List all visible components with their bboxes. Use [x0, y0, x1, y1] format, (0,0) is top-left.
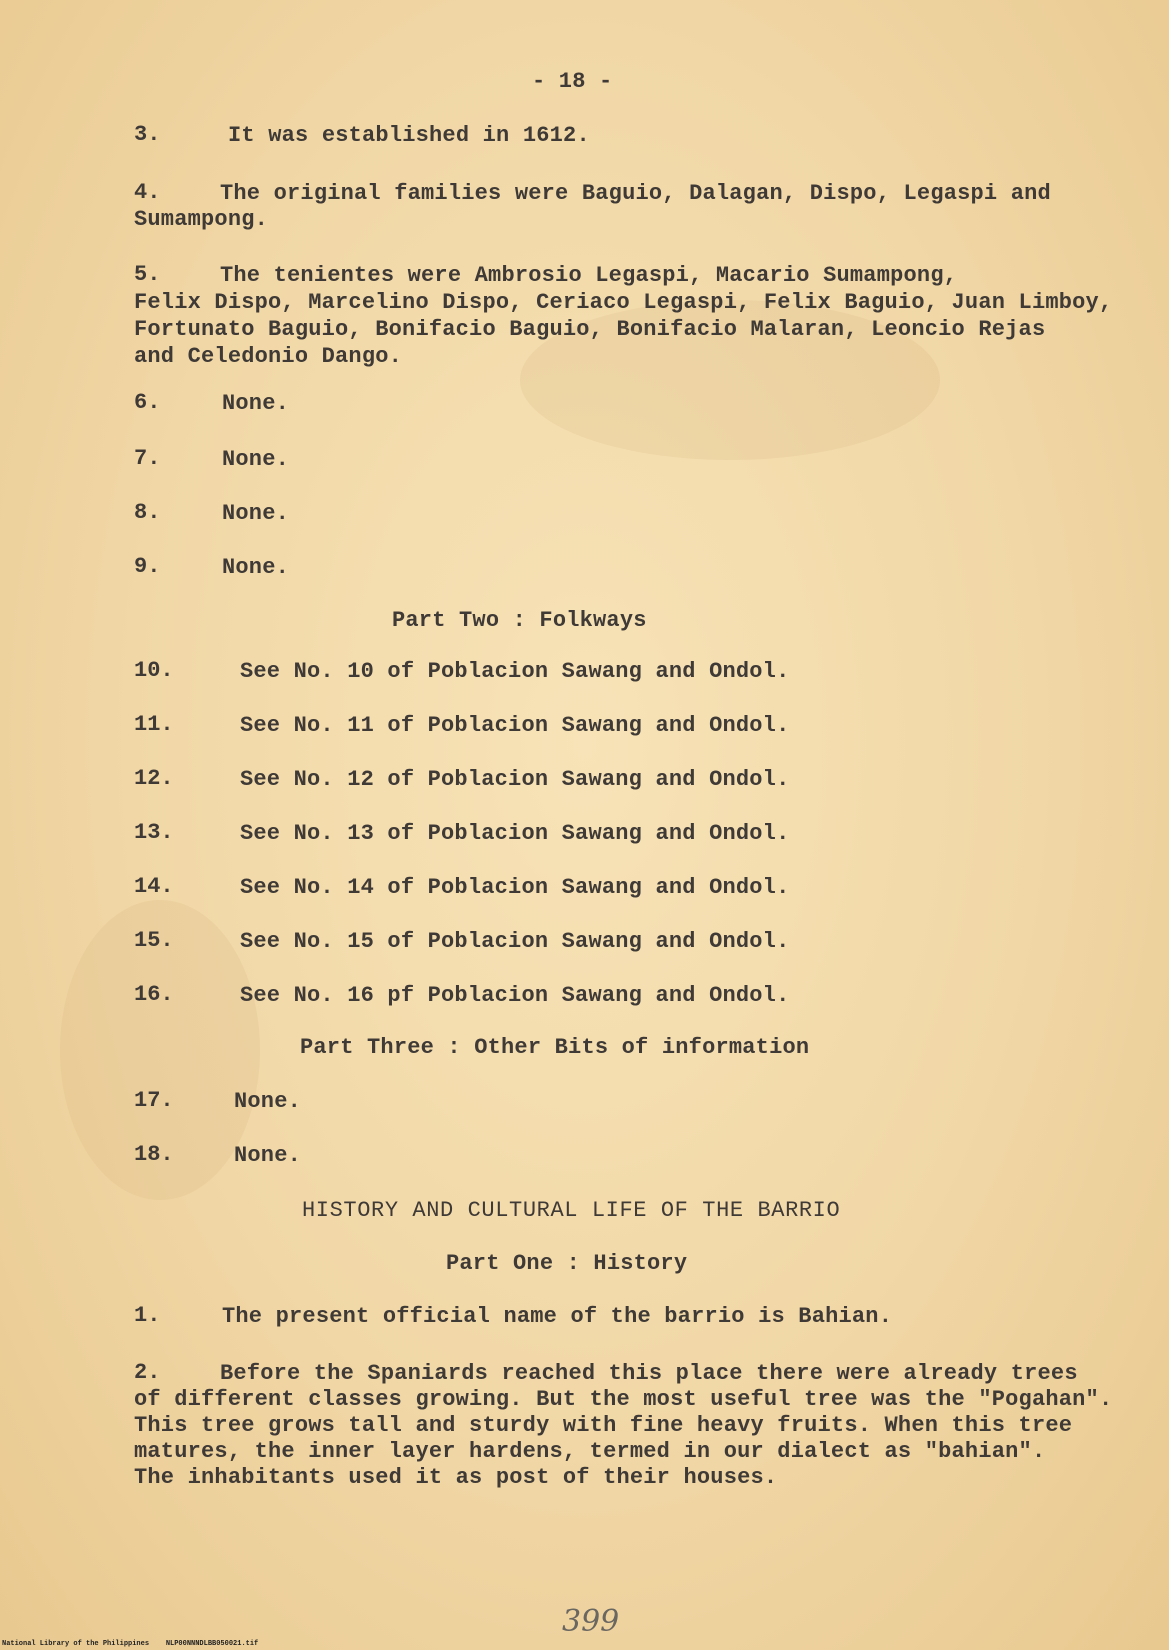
- item-text-line: Sumampong.: [134, 207, 269, 232]
- item-number: 13.: [134, 820, 174, 845]
- item-text: See No. 15 of Poblacion Sawang and Ondol.: [240, 929, 790, 954]
- item-number: 7.: [134, 446, 161, 471]
- item-number: 10.: [134, 658, 174, 683]
- item-text-line: matures, the inner layer hardens, termed in our dialect as "bahian".: [134, 1439, 1046, 1464]
- item-number: 18.: [134, 1142, 174, 1167]
- item-number: 14.: [134, 874, 174, 899]
- item-text: See No. 13 of Poblacion Sawang and Ondol.: [240, 821, 790, 846]
- item-number: 5.: [134, 262, 161, 287]
- item-text-line: and Celedonio Dango.: [134, 344, 403, 369]
- item-number: 8.: [134, 500, 161, 525]
- item-text: See No. 16 pf Poblacion Sawang and Ondol.: [240, 983, 790, 1008]
- item-text: See No. 12 of Poblacion Sawang and Ondol.: [240, 767, 790, 792]
- item-text: See No. 10 of Poblacion Sawang and Ondol.: [240, 659, 790, 684]
- item-number: 3.: [134, 122, 161, 147]
- item-text: See No. 11 of Poblacion Sawang and Ondol.: [240, 713, 790, 738]
- item-text: It was established in 1612.: [228, 123, 590, 148]
- item-text: See No. 14 of Poblacion Sawang and Ondol.: [240, 875, 790, 900]
- item-text-line: The tenientes were Ambrosio Legaspi, Macario Sumampong,: [220, 263, 958, 288]
- part-two-heading: Part Two : Folkways: [392, 608, 647, 633]
- item-text-line: This tree grows tall and sturdy with fine heavy fruits. When this tree: [134, 1413, 1073, 1438]
- part-one-heading: Part One : History: [446, 1251, 688, 1276]
- item-text: None.: [222, 501, 290, 526]
- item-text: The present official name of the barrio is Bahian.: [222, 1304, 893, 1329]
- item-number: 6.: [134, 390, 161, 415]
- section-title: HISTORY AND CULTURAL LIFE OF THE BARRIO: [302, 1198, 841, 1223]
- item-number: 12.: [134, 766, 174, 791]
- item-number: 2.: [134, 1360, 161, 1385]
- item-number: 11.: [134, 712, 174, 737]
- item-number: 17.: [134, 1088, 174, 1113]
- item-text-line: Fortunato Baguio, Bonifacio Baguio, Bonifacio Malaran, Leoncio Rejas: [134, 317, 1046, 342]
- part-three-heading: Part Three : Other Bits of information: [300, 1035, 810, 1060]
- item-number: 15.: [134, 928, 174, 953]
- archive-footer: National Library of the Philippines NLP00NNNDLBB050021.tif: [2, 1640, 259, 1648]
- item-number: 1.: [134, 1303, 161, 1328]
- item-text-line: Before the Spaniards reached this place there were already trees: [220, 1361, 1078, 1386]
- item-text: None.: [234, 1143, 302, 1168]
- item-number: 16.: [134, 982, 174, 1007]
- item-text-line: Felix Dispo, Marcelino Dispo, Ceriaco Legaspi, Felix Baguio, Juan Limboy,: [134, 290, 1113, 315]
- item-text: None.: [222, 555, 290, 580]
- item-number: 9.: [134, 554, 161, 579]
- page-number: - 18 -: [532, 69, 613, 94]
- item-text: None.: [222, 391, 290, 416]
- item-number: 4.: [134, 180, 161, 205]
- item-text: None.: [222, 447, 290, 472]
- item-text-line: The original families were Baguio, Dalagan, Dispo, Legaspi and: [220, 181, 1051, 206]
- item-text-line: of different classes growing. But the most useful tree was the "Pogahan".: [134, 1387, 1113, 1412]
- item-text-line: The inhabitants used it as post of their houses.: [134, 1465, 778, 1490]
- item-text: None.: [234, 1089, 302, 1114]
- handwritten-page-mark: 399: [562, 1604, 620, 1639]
